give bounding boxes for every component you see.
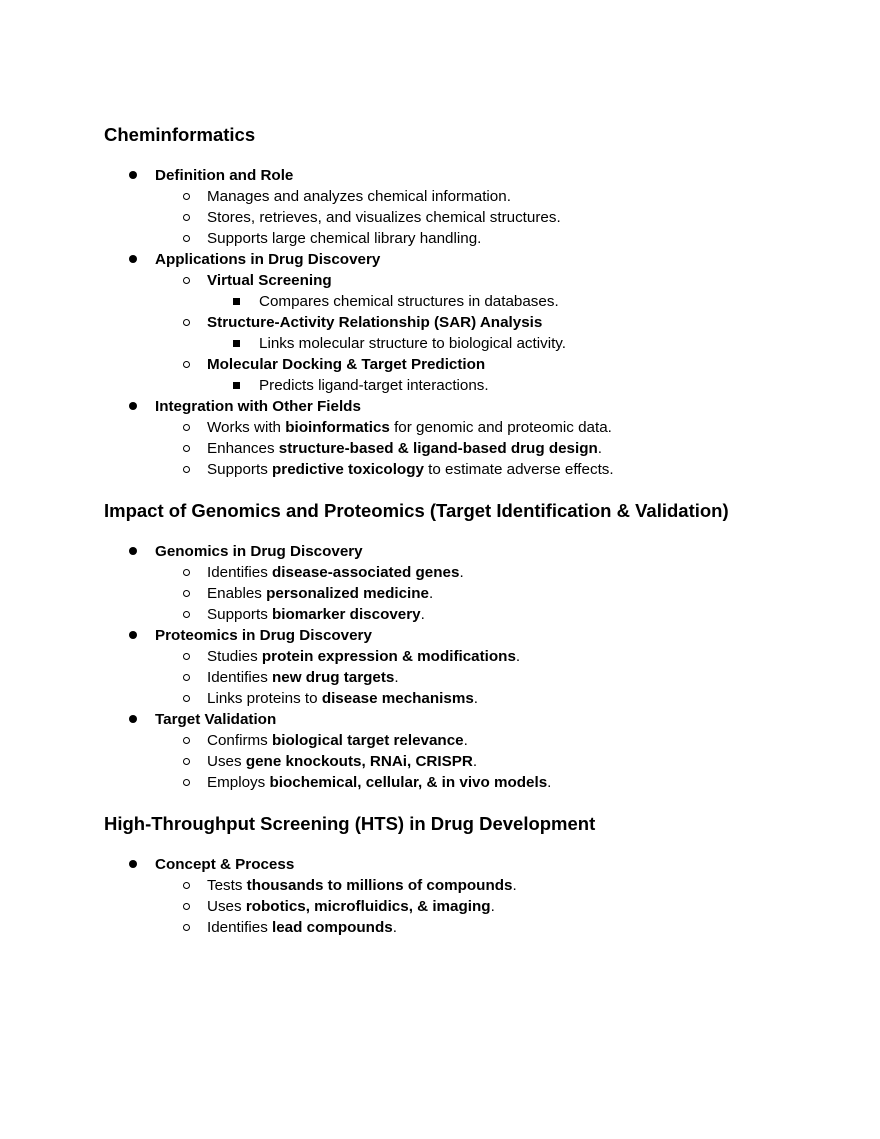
text-run: Manages and analyzes chemical information. xyxy=(207,188,511,205)
hollow-circle-bullet-icon xyxy=(183,214,190,221)
hollow-circle-bullet-icon xyxy=(183,235,190,242)
hollow-circle-bullet-icon xyxy=(183,737,190,744)
bold-text-run: biomarker discovery xyxy=(272,606,421,623)
bold-text-run: biochemical, cellular, & in vivo models xyxy=(269,774,548,791)
hollow-circle-bullet-icon xyxy=(183,277,190,284)
list-item-label: Proteomics in Drug Discovery xyxy=(155,627,372,644)
bold-text-run: thousands to millions of compounds xyxy=(246,877,513,894)
square-bullet-icon xyxy=(233,298,240,305)
bold-text-run: new drug targets xyxy=(272,669,395,686)
list-item xyxy=(207,688,478,709)
list-item xyxy=(207,270,332,291)
list-item-label: Target Validation xyxy=(155,711,277,728)
text-run: Compares chemical structures in databases. xyxy=(259,293,559,310)
hollow-circle-bullet-icon xyxy=(183,611,190,618)
list-item xyxy=(207,730,468,751)
text-run: Links proteins to xyxy=(207,690,322,707)
square-bullet-icon xyxy=(233,382,240,389)
text-run: . xyxy=(394,669,399,686)
text-run: Works with xyxy=(207,419,286,436)
list-item xyxy=(207,751,477,772)
list-item xyxy=(207,917,397,938)
hollow-circle-bullet-icon xyxy=(183,590,190,597)
text-run: . xyxy=(597,440,602,457)
list-item xyxy=(207,875,517,896)
hollow-circle-bullet-icon xyxy=(183,653,190,660)
bold-text-run: lead compounds xyxy=(272,919,393,936)
text-run: . xyxy=(515,648,521,665)
text-run: Confirms xyxy=(207,732,272,749)
list-item xyxy=(155,709,276,730)
text-run: Supports xyxy=(207,606,273,623)
list-item xyxy=(259,375,489,396)
square-bullet-icon xyxy=(233,340,240,347)
bold-text-run: gene knockouts, RNAi, CRISPR xyxy=(245,753,473,770)
text-run: . xyxy=(420,606,425,623)
text-run: . xyxy=(472,753,478,770)
list-item xyxy=(207,354,485,375)
hollow-circle-bullet-icon xyxy=(183,424,190,431)
text-run: Enhances xyxy=(207,440,279,457)
text-run: . xyxy=(392,919,397,936)
section-heading: High-Throughput Screening (HTS) in Drug Development xyxy=(104,813,596,834)
bold-text-run: disease-associated genes xyxy=(272,564,460,581)
list-item xyxy=(207,667,399,688)
hollow-circle-bullet-icon xyxy=(183,319,190,326)
list-item xyxy=(259,291,559,312)
list-item xyxy=(207,896,495,917)
text-run: to estimate adverse effects. xyxy=(423,461,614,478)
list-item-label: Integration with Other Fields xyxy=(155,398,361,415)
text-run: Supports large chemical library handling. xyxy=(207,230,482,247)
list-item xyxy=(207,646,520,667)
list-item-label: Applications in Drug Discovery xyxy=(155,251,381,268)
list-item-label: Concept & Process xyxy=(155,856,295,873)
filled-circle-bullet-icon xyxy=(129,715,137,723)
bold-text-run: disease mechanisms xyxy=(321,690,474,707)
list-item xyxy=(155,854,294,875)
hollow-circle-bullet-icon xyxy=(183,445,190,452)
text-run: Links molecular structure to biological activity. xyxy=(259,335,566,352)
hollow-circle-bullet-icon xyxy=(183,193,190,200)
filled-circle-bullet-icon xyxy=(129,631,137,639)
filled-circle-bullet-icon xyxy=(129,547,137,555)
list-item xyxy=(207,604,425,625)
hollow-circle-bullet-icon xyxy=(183,569,190,576)
hollow-circle-bullet-icon xyxy=(183,924,190,931)
text-run: Predicts ligand-target interactions. xyxy=(259,377,489,394)
list-item xyxy=(207,228,481,249)
text-run: for genomic and proteomic data. xyxy=(389,419,612,436)
text-run: . xyxy=(429,585,434,602)
list-item xyxy=(207,438,602,459)
text-run: . xyxy=(512,877,517,894)
text-run: Studies xyxy=(207,648,262,665)
hollow-circle-bullet-icon xyxy=(183,674,190,681)
section-heading: Cheminformatics xyxy=(104,124,256,145)
bold-text-run: personalized medicine xyxy=(266,585,430,602)
bold-text-run: predictive toxicology xyxy=(272,461,424,478)
hollow-circle-bullet-icon xyxy=(183,361,190,368)
list-item-label: Structure-Activity Relationship (SAR) Analysis xyxy=(207,314,543,331)
list-item xyxy=(207,772,551,793)
list-item-label: Genomics in Drug Discovery xyxy=(155,543,363,560)
list-item-label: Definition and Role xyxy=(155,167,294,184)
text-run: Employs xyxy=(207,774,270,791)
text-run: . xyxy=(463,732,468,749)
list-item xyxy=(155,625,372,646)
hollow-circle-bullet-icon xyxy=(183,882,190,889)
bold-text-run: biological target relevance xyxy=(271,732,464,749)
filled-circle-bullet-icon xyxy=(129,171,137,179)
hollow-circle-bullet-icon xyxy=(183,466,190,473)
bold-text-run: bioinformatics xyxy=(285,419,390,436)
text-run: Tests xyxy=(207,877,247,894)
list-item xyxy=(259,333,566,354)
hollow-circle-bullet-icon xyxy=(183,695,190,702)
list-item xyxy=(155,249,380,270)
list-item xyxy=(207,207,561,228)
bold-text-run: robotics, microfluidics, & imaging xyxy=(245,898,491,915)
text-run: Stores, retrieves, and visualizes chemical structures. xyxy=(207,209,561,226)
text-run: . xyxy=(490,898,495,915)
list-item-label: Molecular Docking & Target Prediction xyxy=(207,356,486,373)
filled-circle-bullet-icon xyxy=(129,255,137,263)
text-run: Supports xyxy=(207,461,273,478)
text-run: Uses xyxy=(207,753,246,770)
list-item xyxy=(207,186,511,207)
hollow-circle-bullet-icon xyxy=(183,758,190,765)
list-item xyxy=(207,583,433,604)
list-item xyxy=(207,312,542,333)
bold-text-run: protein expression & modifications xyxy=(261,648,516,665)
text-run: Identifies xyxy=(207,919,273,936)
text-run: . xyxy=(459,564,464,581)
bold-text-run: structure-based & ligand-based drug design xyxy=(278,440,598,457)
filled-circle-bullet-icon xyxy=(129,860,137,868)
list-item xyxy=(155,396,361,417)
list-item xyxy=(207,417,612,438)
hollow-circle-bullet-icon xyxy=(183,903,190,910)
text-run: Identifies xyxy=(207,564,273,581)
text-run: . xyxy=(547,774,552,791)
list-item xyxy=(155,165,293,186)
text-run: Identifies xyxy=(207,669,273,686)
section-heading: Impact of Genomics and Proteomics (Target Identification & Validation) xyxy=(104,500,729,521)
list-item-label: Virtual Screening xyxy=(207,272,332,289)
hollow-circle-bullet-icon xyxy=(183,779,190,786)
text-run: . xyxy=(473,690,479,707)
filled-circle-bullet-icon xyxy=(129,402,137,410)
list-item xyxy=(207,459,614,480)
text-run: Enables xyxy=(207,585,267,602)
text-run: Uses xyxy=(207,898,246,915)
list-item xyxy=(207,562,464,583)
list-item xyxy=(155,541,363,562)
